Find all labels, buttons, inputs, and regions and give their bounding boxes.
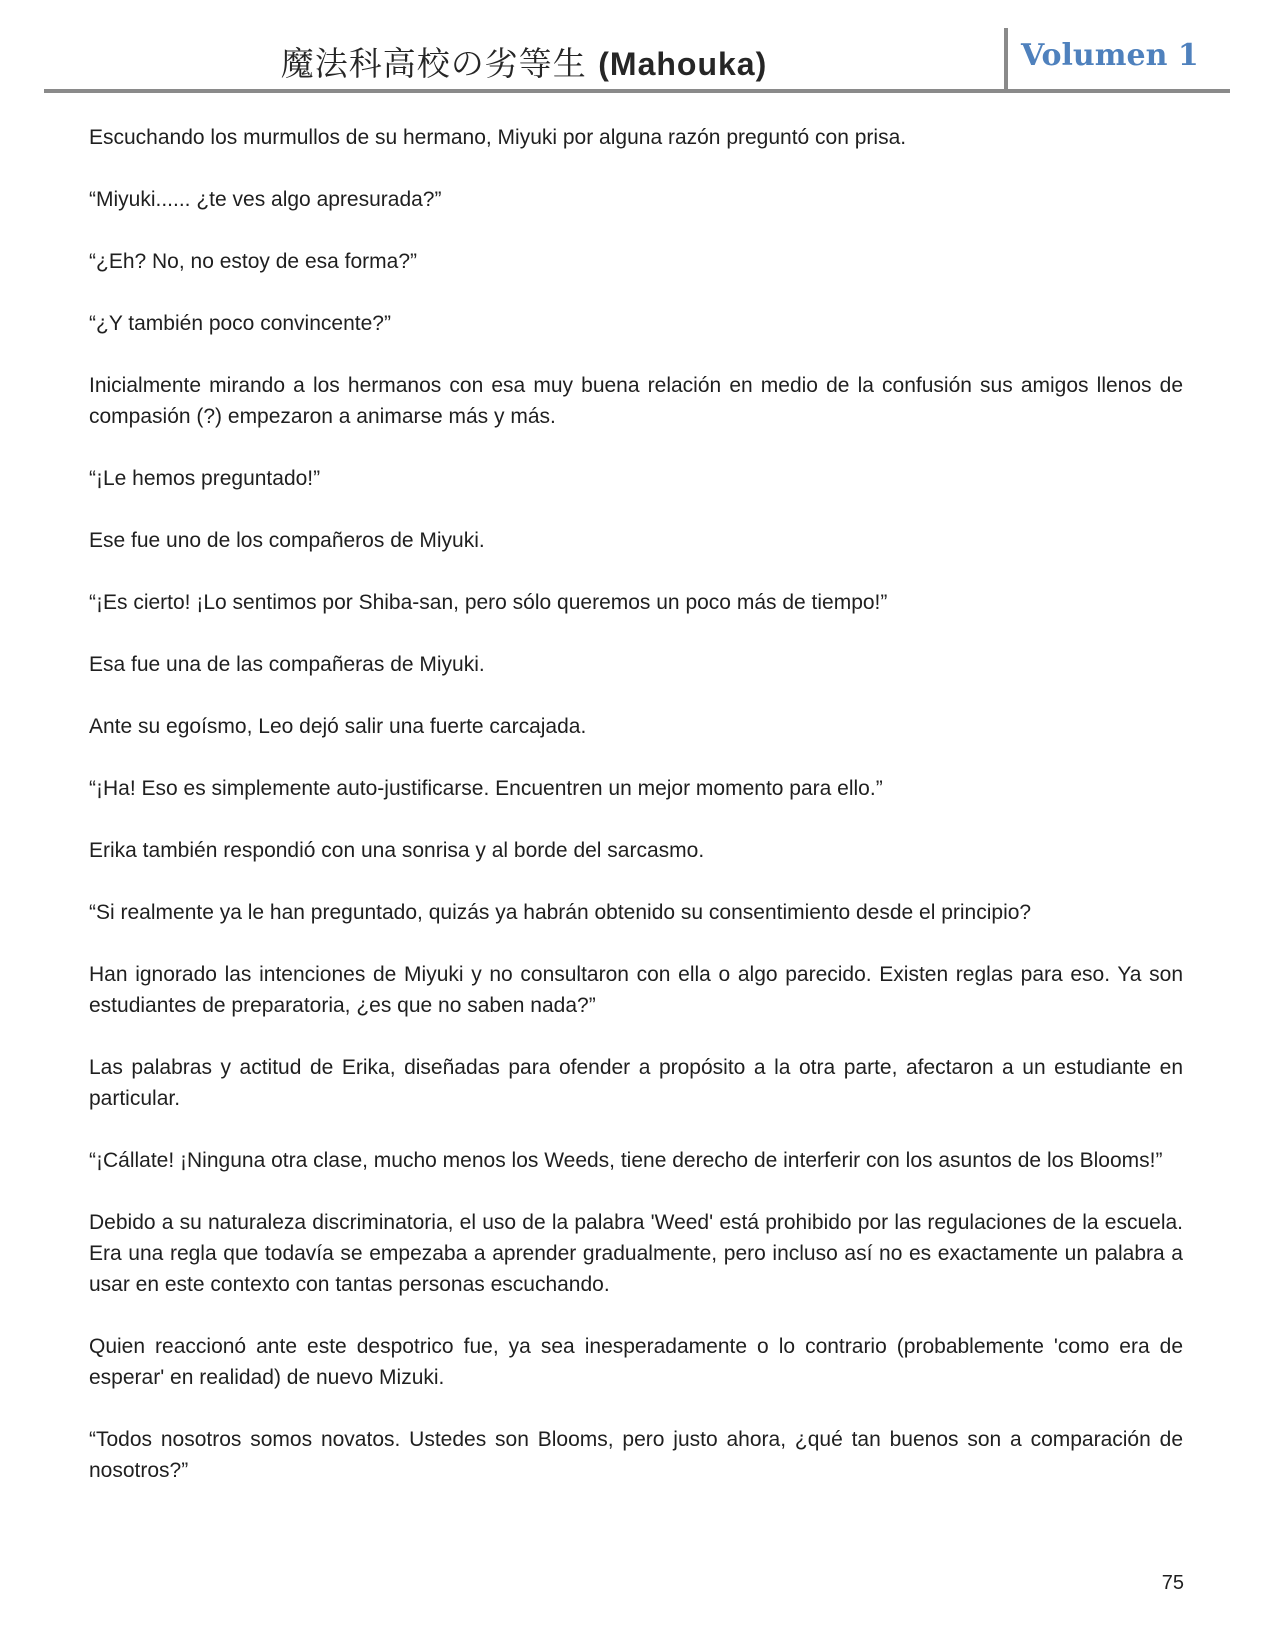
paragraph: “¡Ha! Eso es simplemente auto-justificarse. Encuentren un mejor momento para ello.” <box>89 777 883 800</box>
paragraph: Han ignorado las intenciones de Miyuki y no consultaron con ella o algo parecido. Existen reglas para eso. Ya son estudiantes de preparatoria, ¿es que no saben nada?” <box>89 963 1183 1017</box>
paragraph: Esa fue una de las compañeras de Miyuki. <box>89 653 485 676</box>
paragraph: Erika también respondió con una sonrisa y al borde del sarcasmo. <box>89 839 705 862</box>
paragraph: “Todos nosotros somos novatos. Ustedes son Blooms, pero justo ahora, ¿qué tan buenos son a comparación de nosotros?” <box>89 1428 1183 1482</box>
paragraph: “Si realmente ya le han preguntado, quizás ya habrán obtenido su consentimiento desde el principio? <box>89 901 1032 924</box>
paragraph: “¡Es cierto! ¡Lo sentimos por Shiba-san, pero sólo queremos un poco más de tiempo!” <box>89 591 888 614</box>
paragraph: Quien reaccionó ante este despotrico fue, ya sea inesperadamente o lo contrario (probablemente 'como era de esperar' en realidad) de nuevo Mizuki. <box>89 1335 1183 1389</box>
paragraph: “¿Y también poco convincente?” <box>89 312 391 335</box>
paragraph: Las palabras y actitud de Erika, diseñadas para ofender a propósito a la otra parte, afectaron a un estudiante en particular. <box>89 1056 1183 1110</box>
paragraph: Escuchando los murmullos de su hermano, Miyuki por alguna razón preguntó con prisa. <box>89 126 907 149</box>
volume-label: Volumen 1 <box>1021 38 1199 73</box>
header-vertical-divider <box>1004 28 1008 92</box>
header-horizontal-rule <box>44 89 1230 93</box>
paragraph: “¡Le hemos preguntado!” <box>89 467 321 490</box>
page-number: 75 <box>1161 1572 1184 1594</box>
paragraph: “¿Eh? No, no estoy de esa forma?” <box>89 250 417 273</box>
paragraph: Debido a su naturaleza discriminatoria, el uso de la palabra 'Weed' está prohibido por las regulaciones de la escuela. Era una regla que todavía se empezaba a aprender gradualmente, pero incluso así no es exactamente un palabra a usar en este contexto con tantas personas escuchando. <box>89 1211 1183 1296</box>
paragraph: “¡Cállate! ¡Ninguna otra clase, mucho menos los Weeds, tiene derecho de interferir con los asuntos de los Blooms!” <box>89 1149 1163 1172</box>
page-header <box>44 28 1230 92</box>
paragraph: Ante su egoísmo, Leo dejó salir una fuerte carcajada. <box>89 715 587 738</box>
header-title <box>44 38 1004 85</box>
header-title-english: (Mahouka) <box>598 46 768 82</box>
header-title-japanese: 魔法科高校の劣等生 <box>280 44 587 83</box>
paragraph: “Miyuki...... ¿te ves algo apresurada?” <box>89 188 442 211</box>
paragraph: Ese fue uno de los compañeros de Miyuki. <box>89 529 485 552</box>
paragraph: Inicialmente mirando a los hermanos con esa muy buena relación en medio de la confusión sus amigos llenos de compasión (?) empezaron a animarse más y más. <box>89 374 1183 428</box>
page-body <box>89 122 1183 1517</box>
